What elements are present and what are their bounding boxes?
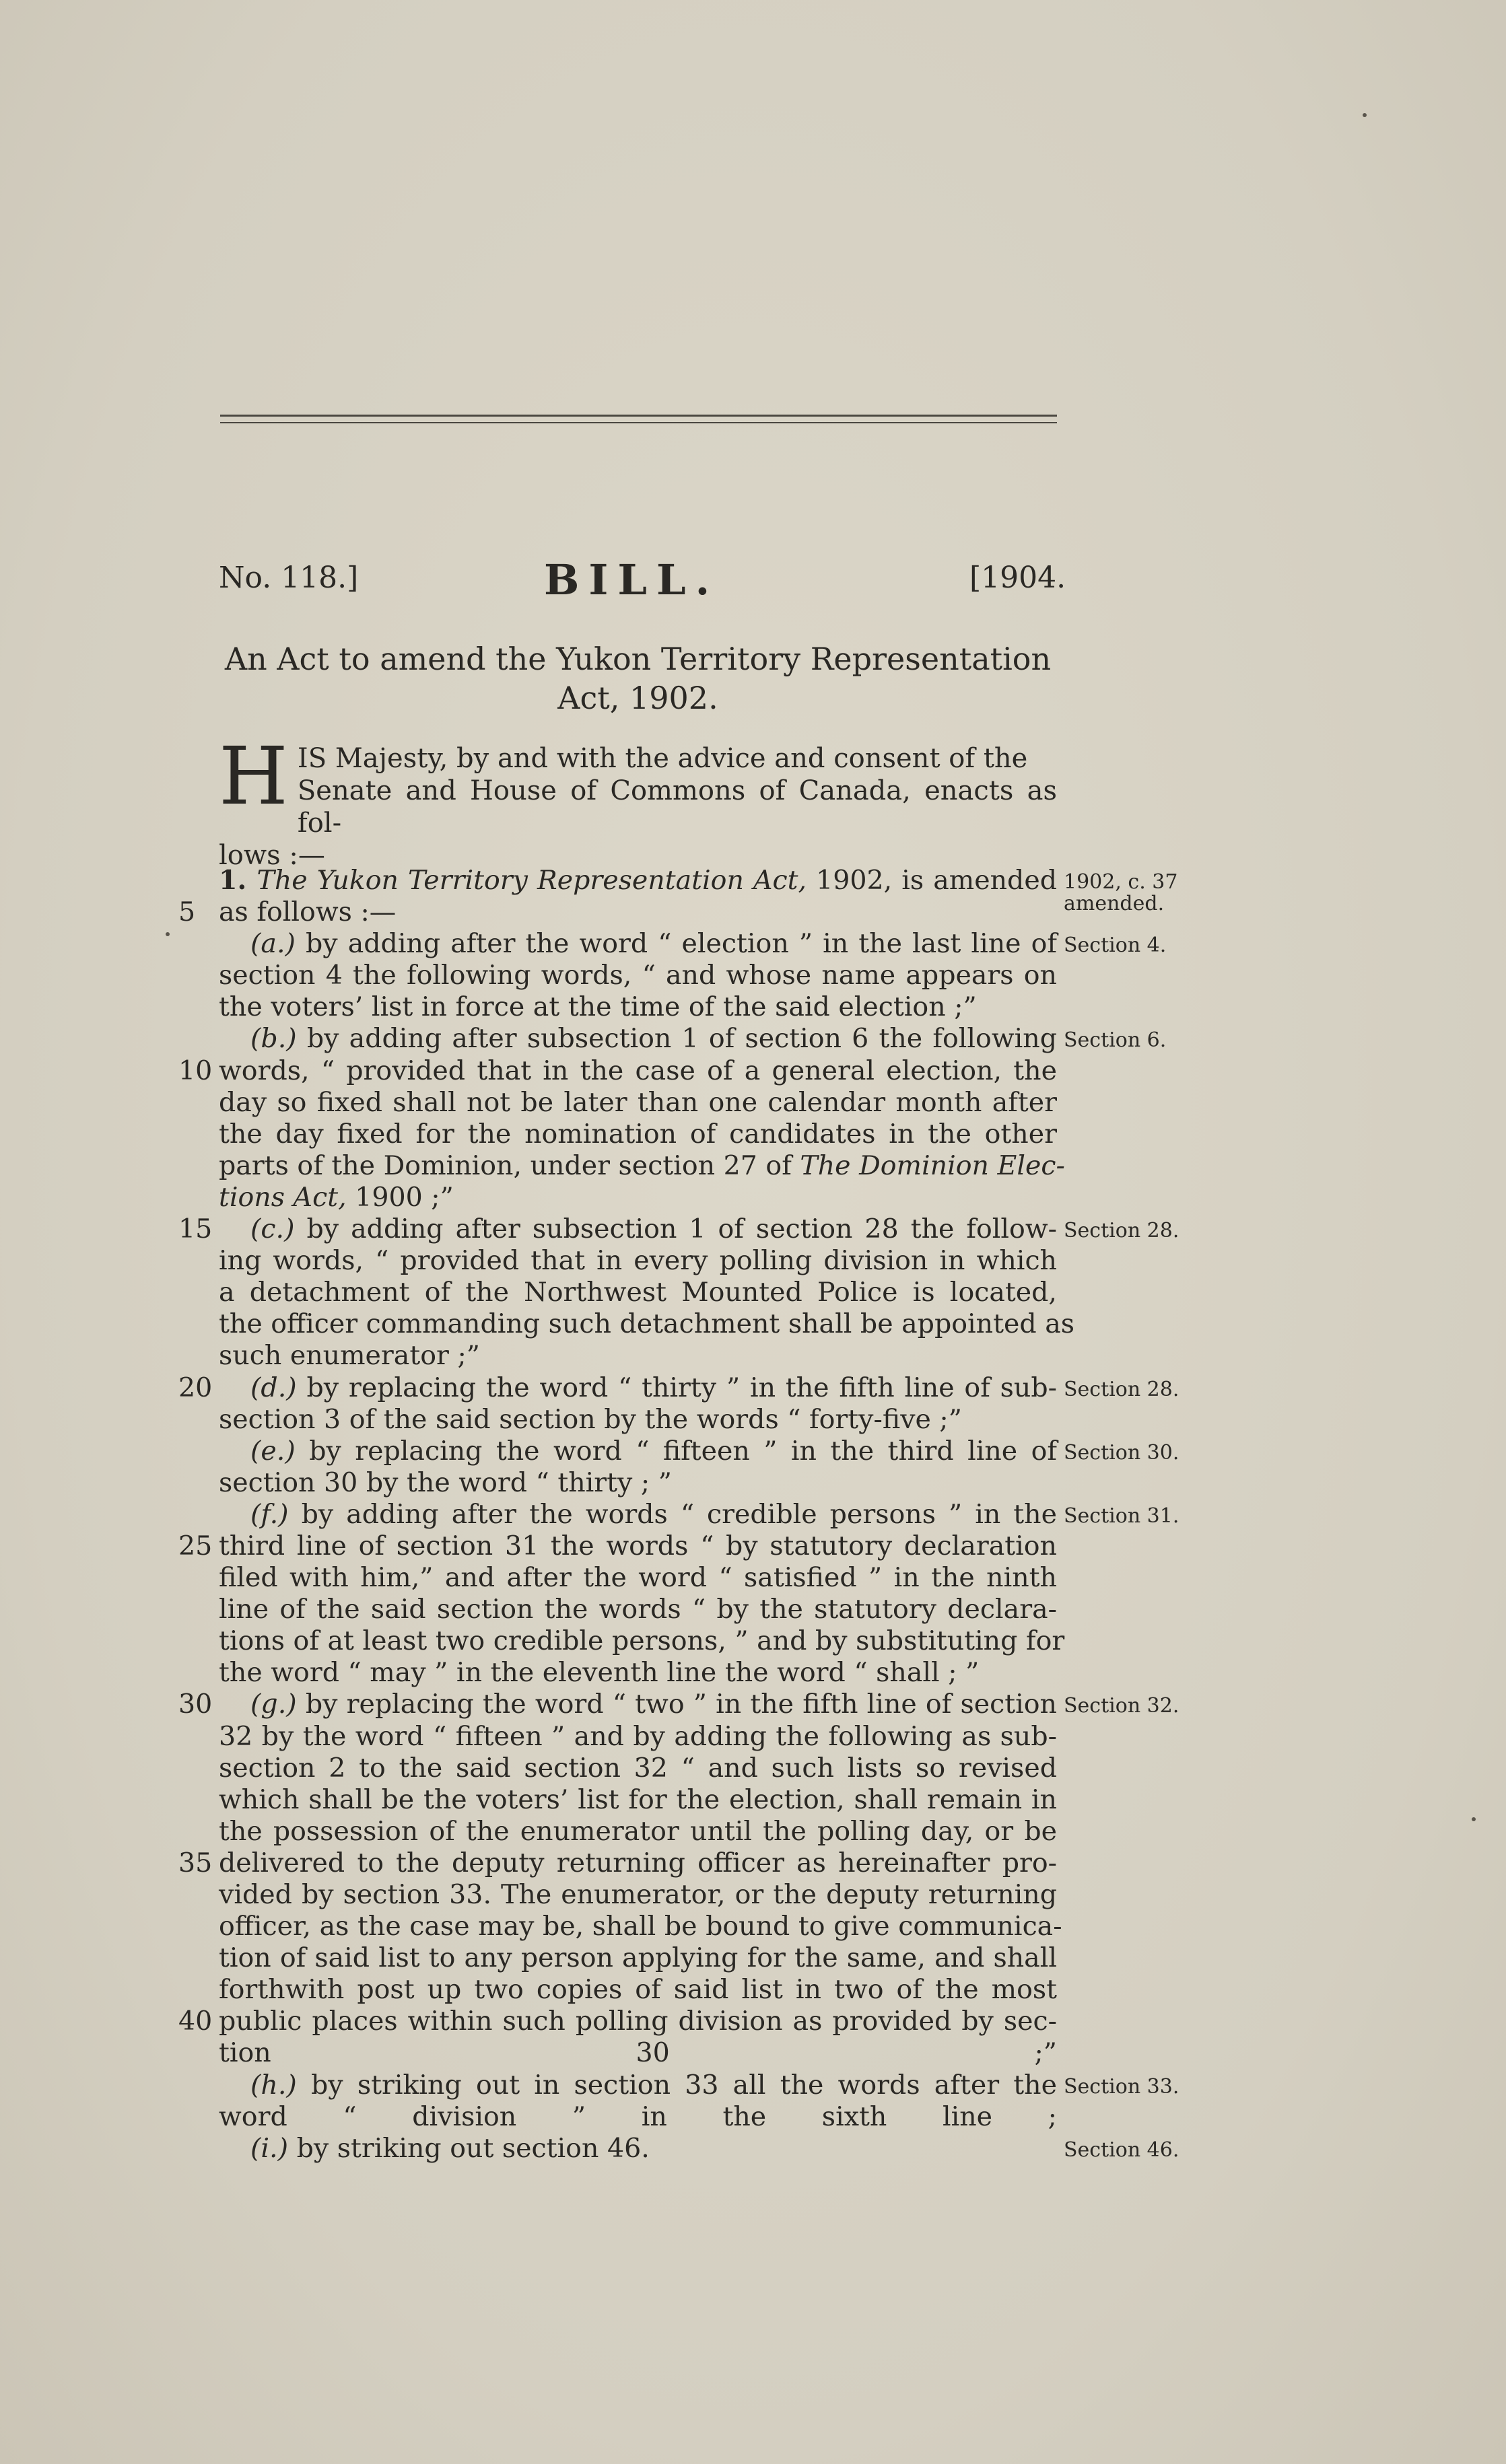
clause-line-content bbox=[250, 1213, 1057, 1244]
paper-blemish bbox=[166, 932, 170, 936]
clause-line-content bbox=[219, 1119, 1057, 1150]
clause-line-content bbox=[250, 2133, 650, 2164]
clause-line-content bbox=[219, 1245, 1057, 1276]
clause-line bbox=[219, 1974, 1057, 2006]
clause-line bbox=[219, 1467, 1057, 1499]
clause-line bbox=[219, 1942, 1057, 1974]
clause-line-content bbox=[219, 2037, 1057, 2068]
clause-line-content bbox=[250, 1372, 1057, 1403]
clause-line bbox=[219, 2132, 1179, 2164]
paper-blemish bbox=[1363, 113, 1367, 117]
top-rule bbox=[220, 415, 1057, 417]
clause-line bbox=[219, 1784, 1057, 1816]
clause-line-content bbox=[219, 1974, 1057, 2005]
clause-text: word “ division ” in the sixth line ; bbox=[219, 2101, 1057, 2132]
line-number: 5 bbox=[178, 896, 196, 928]
clause-italic: (d.) bbox=[250, 1372, 297, 1403]
clause-line-content bbox=[219, 1721, 1057, 1752]
clause-text: the voters’ list in force at the time of the said election ;” bbox=[219, 991, 977, 1023]
clause-text: by replacing the word “ thirty ” in the fifth line of sub- bbox=[296, 1372, 1057, 1403]
clause-line bbox=[219, 1277, 1057, 1308]
clause-line-content bbox=[219, 1942, 1057, 1973]
clause-line-content bbox=[219, 1308, 1074, 1339]
clause-line-content bbox=[219, 1087, 1057, 1118]
drop-cap: H bbox=[219, 730, 288, 822]
clause-line bbox=[178, 1689, 1179, 1720]
clause-italic: (i.) bbox=[250, 2132, 289, 2164]
clause-line bbox=[219, 1404, 1057, 1436]
clause-text: section 3 of the said section by the words “ forty-five ;” bbox=[219, 1403, 962, 1435]
clause-line bbox=[219, 991, 1057, 1023]
margin-note: Section 28. bbox=[1064, 1219, 1179, 1243]
clause-text: section 4 the following words, “ and whose name appears on bbox=[219, 960, 1057, 991]
clause-line-content bbox=[219, 991, 977, 1022]
clause-text: line of the said section the words “ by the statutory declara- bbox=[219, 1594, 1057, 1625]
clause-italic: (f.) bbox=[250, 1498, 289, 1530]
clause-line-content bbox=[219, 1594, 1057, 1625]
bill-number: No. 118.] bbox=[219, 561, 359, 595]
clause-line bbox=[219, 1594, 1057, 1625]
clause-line-content bbox=[219, 2101, 1057, 2132]
clause-line-content bbox=[250, 1499, 1057, 1530]
clause-italic: The Yukon Territory Representation Act, bbox=[256, 865, 807, 896]
clause-text: by adding after the words “ credible persons ” in the bbox=[288, 1498, 1057, 1530]
clause-text: vided by section 33. The enumerator, or the deputy returning bbox=[219, 1879, 1057, 1910]
clause-text: by striking out in section 33 all the words after the bbox=[296, 2069, 1057, 2101]
clause-text: ing words, “ provided that in every polling division in which bbox=[219, 1245, 1057, 1277]
margin-note: Section 28. bbox=[1064, 1377, 1179, 1401]
clause-text: words, “ provided that in the case of a general election, the bbox=[219, 1055, 1057, 1086]
preamble-line: Senate and House of Commons of Canada, enacts as fol- bbox=[297, 775, 1057, 839]
clause-line bbox=[219, 1182, 1057, 1213]
clause-line bbox=[219, 2069, 1179, 2101]
clause-line bbox=[219, 2101, 1057, 2133]
line-number: 25 bbox=[178, 1530, 213, 1561]
clause-line bbox=[178, 896, 1057, 928]
clause-line-content bbox=[219, 1467, 672, 1498]
clause-text: tions of at least two credible persons, ” and by substituting for bbox=[219, 1625, 1065, 1657]
clause-text: officer, as the case may be, shall be bound to give communica- bbox=[219, 1911, 1062, 1942]
clause-text: by adding after subsection 1 of section 28 the follow- bbox=[294, 1213, 1057, 1245]
clause-line bbox=[219, 1340, 1057, 1372]
bill-header bbox=[0, 555, 1506, 609]
clause-text: tions Act, 1900 ;” bbox=[219, 1181, 454, 1213]
clause-line-content bbox=[250, 928, 1057, 959]
clause-line bbox=[178, 1847, 1057, 1879]
line-number: 10 bbox=[178, 1055, 213, 1086]
clause-line bbox=[178, 1213, 1179, 1245]
clause-line bbox=[219, 1150, 1065, 1182]
clause-line-content bbox=[219, 1562, 1057, 1593]
bill-year: [1904. bbox=[969, 561, 1066, 595]
clause-text: the possession of the enumerator until the polling day, or be bbox=[219, 1815, 1057, 1847]
paper-blemish bbox=[1472, 1817, 1476, 1821]
clause-text: public places within such polling division as provided by sec- bbox=[219, 2006, 1057, 2037]
margin-note: 1902, c. 37 bbox=[1064, 870, 1178, 894]
clause-line bbox=[219, 960, 1057, 991]
clause-line bbox=[219, 2037, 1057, 2069]
clause-line-content bbox=[219, 1847, 1057, 1878]
clause-italic: (b.) bbox=[250, 1023, 297, 1055]
clause-italic: (e.) bbox=[250, 1435, 296, 1467]
clause-line-content bbox=[250, 1689, 1057, 1720]
line-number: 30 bbox=[178, 1689, 213, 1720]
clause-line bbox=[219, 1911, 1062, 1942]
clause-text: by adding after the word “ election ” in the last line of bbox=[295, 928, 1057, 960]
clause-italic: (c.) bbox=[250, 1213, 295, 1245]
clause-italic: (h.) bbox=[250, 2069, 297, 2101]
enacting-clause bbox=[219, 730, 1057, 872]
clause-line-content bbox=[219, 1753, 1057, 1784]
clause-line bbox=[219, 1498, 1179, 1530]
clause-line bbox=[219, 1119, 1057, 1150]
margin-note: amended. bbox=[1064, 892, 1165, 915]
clause-text: the word “ may ” in the eleventh line the word “ shall ; ” bbox=[219, 1657, 980, 1689]
clause-text: tion 30 ;” bbox=[219, 2037, 1057, 2069]
clause-line bbox=[178, 1530, 1057, 1562]
line-number: 20 bbox=[178, 1372, 213, 1403]
clause-line bbox=[178, 1372, 1179, 1404]
margin-note: Section 6. bbox=[1064, 1028, 1167, 1053]
clause-italic: (a.) bbox=[250, 928, 296, 960]
clause-text: by replacing the word “ fifteen ” in the third line of bbox=[295, 1435, 1057, 1467]
clause-text: delivered to the deputy returning officer as hereinafter pro- bbox=[219, 1847, 1057, 1878]
clause-text: third line of section 31 the words “ by statutory declaration bbox=[219, 1530, 1057, 1561]
clause-line bbox=[219, 1625, 1065, 1657]
line-number: 40 bbox=[178, 2006, 213, 2037]
clause-line bbox=[219, 1435, 1179, 1467]
clause-line-content bbox=[219, 1625, 1064, 1656]
clause-line bbox=[219, 1562, 1057, 1594]
clause-italic: (g.) bbox=[250, 1689, 297, 1720]
clause-text: by adding after subsection 1 of section 6 the following bbox=[296, 1023, 1057, 1055]
clause-line-content bbox=[219, 1816, 1057, 1847]
preamble-line: IS Majesty, by and with the advice and consent of the bbox=[297, 743, 1028, 774]
clause-line-content bbox=[219, 1182, 454, 1213]
clause-line-content bbox=[219, 1784, 1057, 1815]
clause-line-content bbox=[219, 1340, 480, 1371]
clause-line-content bbox=[219, 960, 1057, 991]
clause-line-content bbox=[219, 1150, 1065, 1181]
clause-text: the day fixed for the nomination of candidates in the other bbox=[219, 1118, 1057, 1150]
clause-text: forthwith post up two copies of said list in two of the most bbox=[219, 1974, 1057, 2006]
margin-note: Section 30. bbox=[1064, 1440, 1179, 1465]
clause-line bbox=[219, 928, 1167, 960]
margin-note: Section 31. bbox=[1064, 1504, 1179, 1528]
clause-text: 1902, is amended bbox=[807, 865, 1057, 896]
clause-line bbox=[219, 1879, 1057, 1911]
margin-note: Section 33. bbox=[1064, 2074, 1179, 2099]
clause-line bbox=[219, 1721, 1057, 1753]
margin-note: Section 32. bbox=[1064, 1694, 1179, 1718]
line-number: 15 bbox=[178, 1213, 213, 1245]
bill-label: BILL. bbox=[544, 555, 720, 604]
margin-note: Section 4. bbox=[1064, 934, 1167, 958]
clause-text: by striking out section 46. bbox=[288, 2132, 650, 2164]
preamble-line: lows :— bbox=[219, 840, 325, 871]
margin-note: Section 46. bbox=[1064, 2138, 1179, 2162]
clause-line-content bbox=[219, 1530, 1057, 1561]
top-rule-double bbox=[220, 422, 1057, 423]
clause-line-content bbox=[219, 1277, 1057, 1308]
act-title-line: An Act to amend the Yukon Territory Representation bbox=[224, 641, 1052, 677]
clause-line bbox=[219, 1308, 1075, 1340]
clause-line bbox=[219, 1087, 1057, 1119]
clause-text: which shall be the voters’ list for the election, shall remain in bbox=[219, 1784, 1057, 1815]
clause-text: parts of the Dominion, under section 27 of The Dominion Elec- bbox=[219, 1150, 1065, 1181]
clause-line bbox=[219, 1023, 1167, 1055]
clause-body bbox=[178, 865, 1179, 2164]
clause-text: a detachment of the Northwest Mounted Police is located, bbox=[219, 1277, 1057, 1308]
clause-text: day so fixed shall not be later than one calendar month after bbox=[219, 1086, 1057, 1118]
clause-text: by replacing the word “ two ” in the fifth line of section bbox=[296, 1689, 1057, 1720]
clause-text: section 30 by the word “ thirty ; ” bbox=[219, 1467, 672, 1498]
clause-text: such enumerator ;” bbox=[219, 1340, 480, 1372]
section-number: 1. bbox=[219, 865, 257, 896]
clause-line-content bbox=[219, 2006, 1057, 2037]
clause-text: 32 by the word “ fifteen ” and by adding the following as sub- bbox=[219, 1720, 1057, 1752]
clause-line-content bbox=[219, 1911, 1062, 1942]
clause-line-content bbox=[219, 1404, 962, 1435]
clause-line-content bbox=[250, 2070, 1057, 2101]
clause-text: as follows :— bbox=[219, 896, 397, 928]
act-title bbox=[219, 639, 1057, 717]
clause-line-content bbox=[219, 1879, 1057, 1910]
clause-line-content bbox=[219, 865, 1057, 896]
clause-line-content bbox=[219, 1055, 1057, 1086]
clause-line bbox=[219, 1753, 1057, 1784]
clause-line-content bbox=[250, 1023, 1057, 1054]
clause-line-content bbox=[219, 1657, 979, 1688]
clause-text: section 2 to the said section 32 “ and such lists so revised bbox=[219, 1752, 1057, 1784]
clause-line-content bbox=[219, 896, 396, 927]
clause-text: filed with him,” and after the word “ satisfied ” in the ninth bbox=[219, 1562, 1057, 1594]
clause-line bbox=[219, 1245, 1057, 1277]
clause-line bbox=[178, 2006, 1057, 2037]
act-title-line: Act, 1902. bbox=[557, 680, 718, 716]
clause-text: the officer commanding such detachment shall be appointed as bbox=[219, 1308, 1075, 1340]
clause-line bbox=[178, 1055, 1057, 1087]
clause-line bbox=[219, 1657, 1057, 1689]
line-number: 35 bbox=[178, 1847, 213, 1878]
clause-text: tion of said list to any person applying for the same, and shall bbox=[219, 1942, 1057, 1974]
clause-line bbox=[219, 1816, 1057, 1847]
clause-line-content bbox=[250, 1436, 1057, 1467]
